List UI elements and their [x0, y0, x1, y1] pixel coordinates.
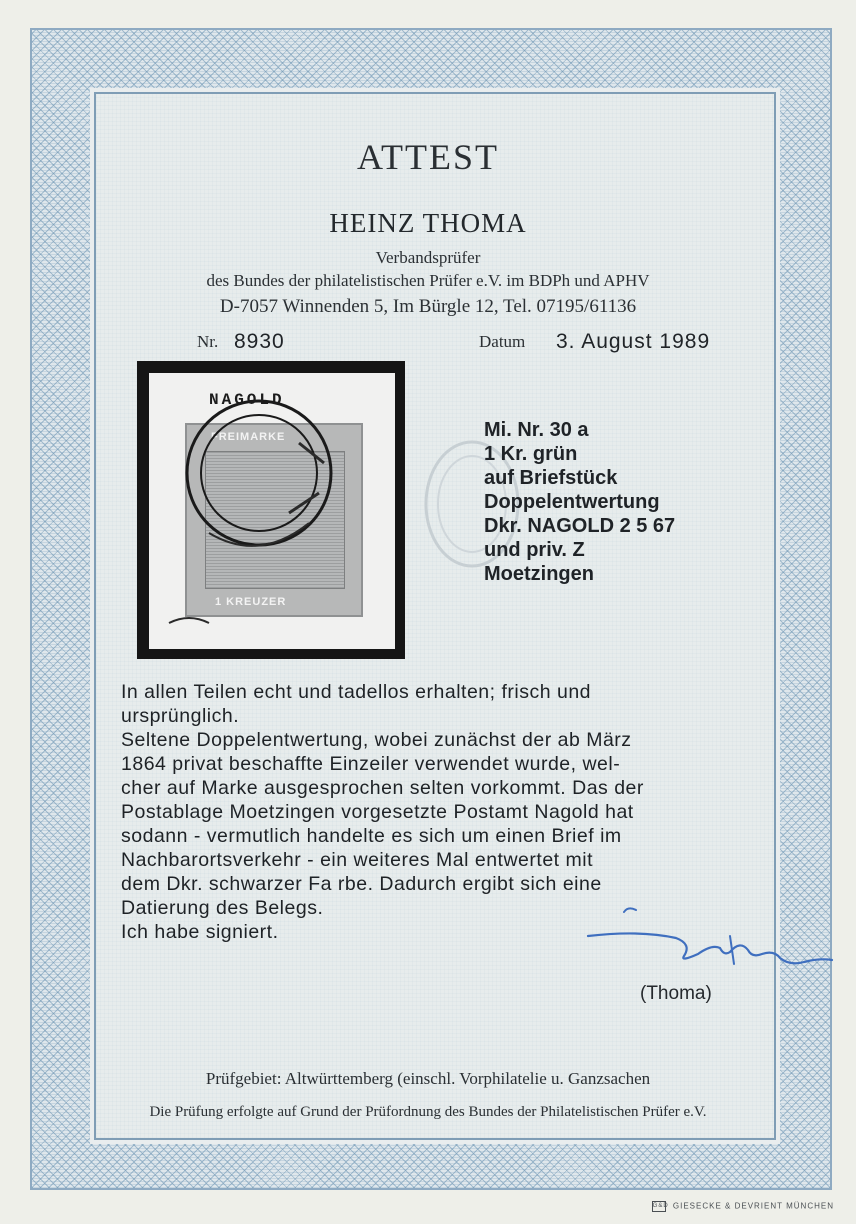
stamp-details: [484, 418, 784, 586]
printer-name: GIESECKE & DEVRIENT MÜNCHEN: [672, 1201, 834, 1211]
examiner-role: Verbandsprüfer: [375, 248, 481, 267]
double-ring-cancel-inner: [201, 415, 317, 531]
examiner-association: des Bundes der philatelistischen Prüfer e.V. im BDPh und APHV: [206, 271, 650, 290]
examination-area: Prüfgebiet: Altwürttemberg (einschl. Vorphilatelie u. Ganzsachen: [205, 1069, 651, 1088]
body-line: dem Dkr. schwarzer Fa rbe. Dadurch ergibt sich eine: [121, 873, 602, 895]
detail-format: auf Briefstück: [484, 467, 618, 489]
regulation-note: Die Prüfung erfolgte auf Grund der Prüfordnung des Bundes der Philatelistischen Prüfer e.V.: [149, 1104, 707, 1120]
detail-catalog-number: Mi. Nr. 30 a: [484, 419, 589, 441]
body-line: 1864 privat beschaffte Einzeiler verwendet wurde, wel-: [121, 753, 621, 775]
detail-denomination: 1 Kr. grün: [484, 443, 578, 465]
examiner-name: HEINZ THOMA: [329, 208, 527, 238]
detail-location: Moetzingen: [484, 563, 594, 585]
cancellation-marks: [149, 373, 395, 649]
body-line: sodann - vermutlich handelte es sich um einen Brief im: [121, 825, 622, 847]
stamp-bottom-text: 1 KREUZER: [215, 596, 287, 608]
body-line: Nachbarortsverkehr - ein weiteres Mal entwertet mit: [121, 849, 593, 871]
certificate-title: ATTEST: [357, 137, 499, 177]
examiner-address: D-7057 Winnenden 5, Im Bürgle 12, Tel. 07195/61136: [219, 296, 637, 317]
certificate-number: 8930: [234, 330, 285, 353]
body-line: Postablage Moetzingen vorgesetzte Postamt Nagold hat: [121, 801, 634, 823]
handwritten-signature: [580, 900, 844, 980]
double-ring-cancel-outer: [187, 401, 331, 545]
detail-cancel-2: und priv. Z: [484, 539, 585, 561]
stamp-top-text: FREIMARKE: [211, 431, 286, 443]
signer-name: (Thoma): [640, 983, 712, 1004]
body-line: ursprünglich.: [121, 705, 240, 727]
body-line: Ich habe signiert.: [121, 921, 279, 943]
printer-logo-icon: G&D: [652, 1201, 666, 1212]
cancel-town-text: NAGOLD: [209, 391, 285, 409]
nr-label: Nr.: [197, 332, 219, 351]
printer-imprint: [652, 1201, 834, 1212]
date-label: Datum: [479, 332, 526, 351]
certificate-date: 3. August 1989: [556, 330, 711, 353]
stamp-photo: [137, 361, 405, 659]
body-line: cher auf Marke ausgesprochen selten vorkommt. Das der: [121, 777, 644, 799]
body-line: In allen Teilen echt und tadellos erhalten; frisch und: [121, 681, 592, 703]
body-line: Datierung des Belegs.: [121, 897, 324, 919]
detail-cancel-1: Dkr. NAGOLD 2 5 67: [484, 515, 676, 537]
body-line: Seltene Doppelentwertung, wobei zunächst der ab März: [121, 729, 632, 751]
stamp-piece: [149, 373, 395, 649]
detail-cancellation: Doppelentwertung: [484, 491, 660, 513]
